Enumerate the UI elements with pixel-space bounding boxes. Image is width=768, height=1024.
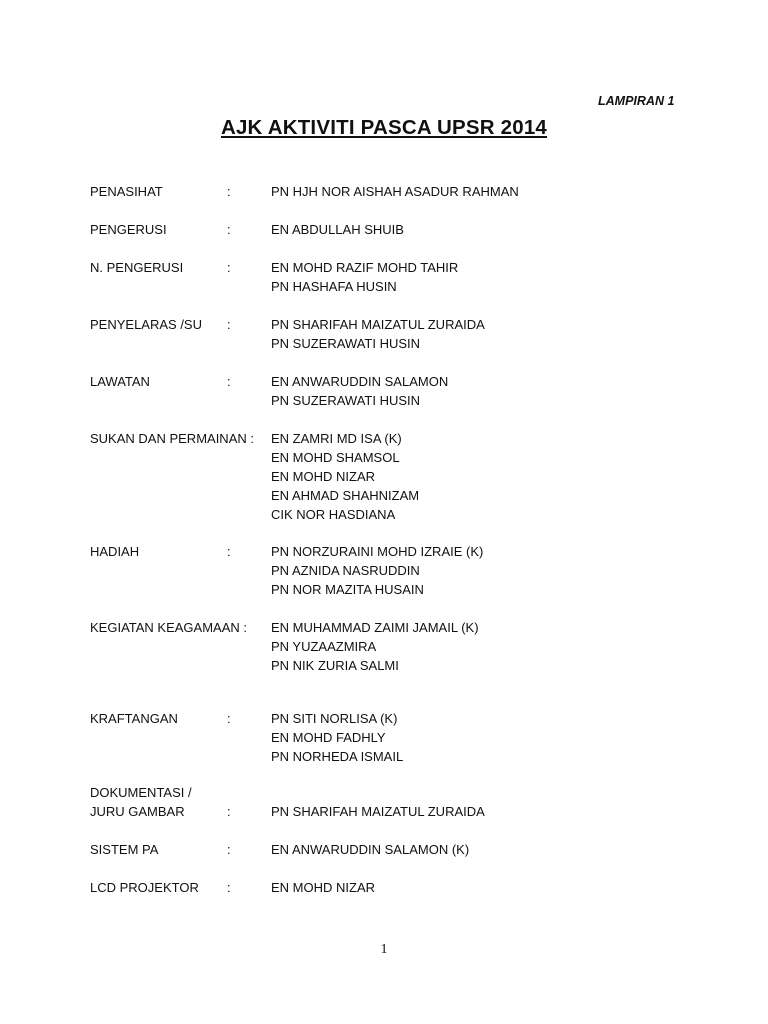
separator-colon: :	[227, 804, 231, 819]
member-name: EN MOHD SHAMSOL	[271, 450, 400, 465]
member-name: PN SHARIFAH MAIZATUL ZURAIDA	[271, 804, 485, 819]
role-label: N. PENGERUSI	[90, 260, 184, 275]
member-name: PN NIK ZURIA SALMI	[271, 658, 399, 673]
role-label: PENASIHAT	[90, 184, 163, 199]
member-name: PN HJH NOR AISHAH ASADUR RAHMAN	[271, 184, 519, 199]
member-name: PN SUZERAWATI HUSIN	[271, 336, 421, 351]
member-list	[271, 258, 671, 296]
member-name: EN ZAMRI MD ISA (K)	[271, 431, 402, 446]
member-list	[271, 709, 671, 766]
member-list	[271, 315, 671, 353]
role-label: PENGERUSI	[90, 222, 167, 237]
member-name: PN NORHEDA ISMAIL	[271, 749, 404, 764]
member-name: EN MOHD RAZIF MOHD TAHIR	[271, 260, 459, 275]
separator-colon: :	[227, 544, 231, 559]
member-list	[271, 840, 671, 859]
role-label-line: JURU GAMBAR	[90, 804, 185, 819]
member-name: PN SUZERAWATI HUSIN	[271, 393, 421, 408]
role-label-line: DOKUMENTASI /	[90, 785, 192, 800]
member-name: EN AHMAD SHAHNIZAM	[271, 488, 420, 503]
role-label: LCD PROJEKTOR	[90, 880, 199, 895]
member-list	[271, 429, 671, 524]
member-name: EN MOHD NIZAR	[271, 880, 375, 895]
member-name: PN AZNIDA NASRUDDIN	[271, 563, 420, 578]
member-name: EN ABDULLAH SHUIB	[271, 222, 404, 237]
member-name: PN HASHAFA HUSIN	[271, 279, 397, 294]
member-list	[271, 220, 671, 239]
member-name: PN SITI NORLISA (K)	[271, 711, 398, 726]
member-name: CIK NOR HASDIANA	[271, 507, 396, 522]
member-list	[271, 802, 671, 821]
member-list	[271, 182, 671, 201]
role-label: KEGIATAN KEAGAMAAN :	[90, 620, 247, 635]
role-label: PENYELARAS /SU	[90, 317, 202, 332]
role-label: HADIAH	[90, 544, 140, 559]
member-name: EN ANWARUDDIN SALAMON	[271, 374, 449, 389]
member-name: EN ANWARUDDIN SALAMON (K)	[271, 842, 470, 857]
separator-colon: :	[227, 317, 231, 332]
separator-colon: :	[227, 374, 231, 389]
member-name: PN YUZAAZMIRA	[271, 639, 377, 654]
role-label	[90, 783, 270, 821]
separator-colon: :	[227, 184, 231, 199]
role-label: KRAFTANGAN	[90, 711, 178, 726]
member-name: EN MOHD NIZAR	[271, 469, 375, 484]
member-name: PN SHARIFAH MAIZATUL ZURAIDA	[271, 317, 485, 332]
separator-colon: :	[227, 260, 231, 275]
role-label: SUKAN DAN PERMAINAN :	[90, 431, 254, 446]
member-name: PN NOR MAZITA HUSAIN	[271, 582, 424, 597]
member-name: EN MOHD FADHLY	[271, 730, 386, 745]
member-name: EN MUHAMMAD ZAIMI JAMAIL (K)	[271, 620, 479, 635]
role-label: LAWATAN	[90, 374, 150, 389]
separator-colon: :	[227, 711, 231, 726]
document-title: AJK AKTIVITI PASCA UPSR 2014	[220, 116, 548, 139]
page-number: 1	[380, 942, 388, 957]
separator-colon: :	[227, 842, 231, 857]
member-list	[271, 372, 671, 410]
member-list	[271, 618, 671, 675]
member-list	[271, 542, 671, 599]
annex-label: LAMPIRAN 1	[598, 94, 675, 108]
separator-colon: :	[227, 880, 231, 895]
separator-colon: :	[227, 222, 231, 237]
role-label: SISTEM PA	[90, 842, 159, 857]
member-name: PN NORZURAINI MOHD IZRAIE (K)	[271, 544, 484, 559]
member-list	[271, 878, 671, 897]
